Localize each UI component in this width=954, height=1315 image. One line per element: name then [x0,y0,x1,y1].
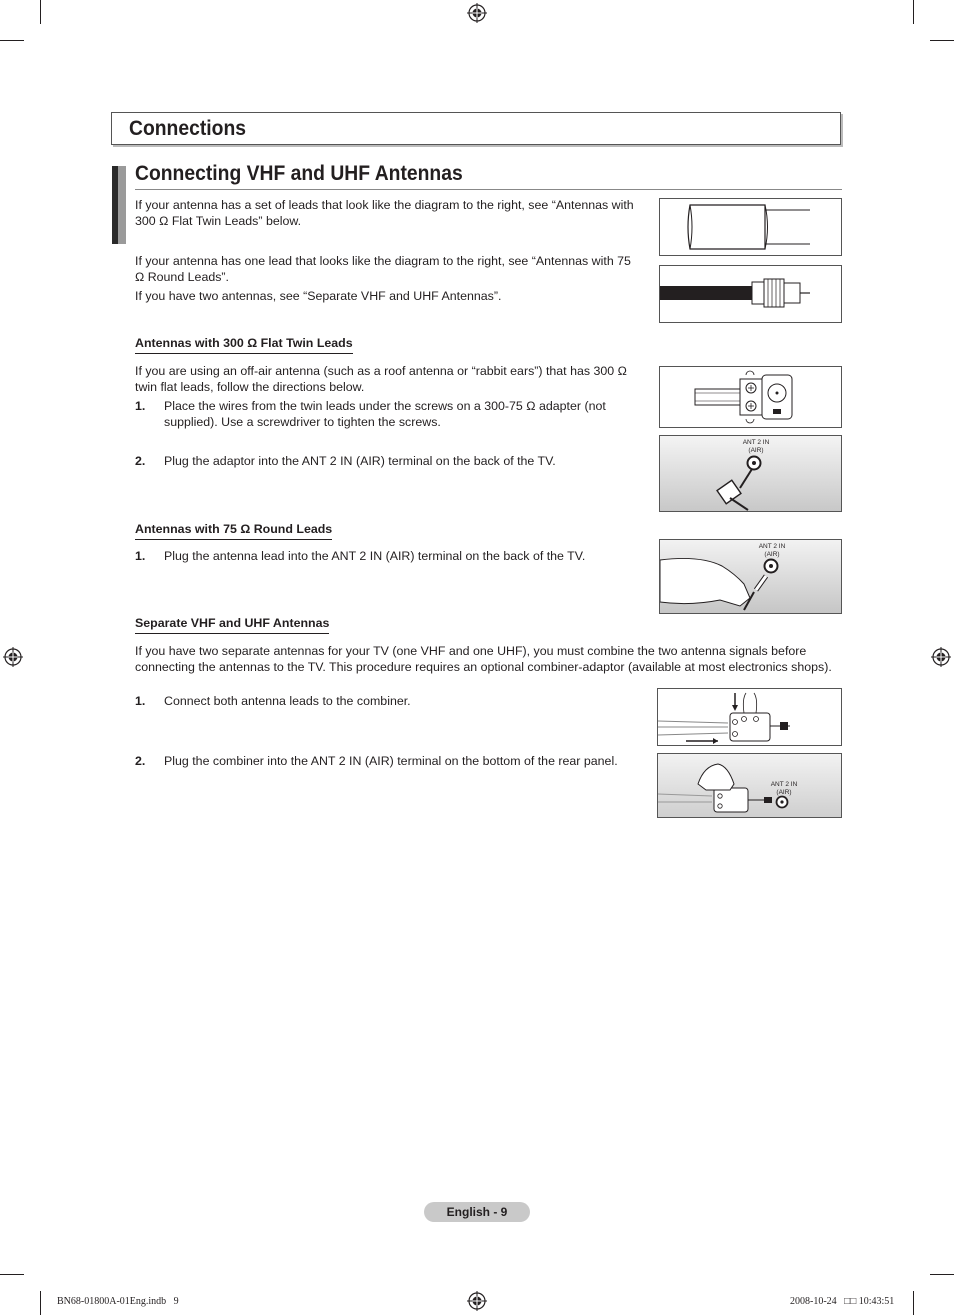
round-step-1: Plug the antenna lead into the ANT 2 IN (AIR) terminal on the back of the TV. [164,549,586,563]
flat-twin-step-2: Plug the adaptor into the ANT 2 IN (AIR) terminal on the back of the TV. [164,454,556,468]
flat-twin-lead-figure [659,198,842,256]
subsection-rule [135,189,842,190]
intro-paragraph-3: If you have two antennas, see “Separate VHF and UHF Antennas”. [135,289,502,303]
ant-in-air-label: (AIR) [764,551,780,558]
adapter-ant-in-figure [659,435,842,512]
step-number: 1. [135,399,146,413]
subsection-bar [112,166,126,244]
flat-twin-step-1: Place the wires from the twin leads under the screws on a 300-75 Ω adapter (not supplied). Use a screwdriver to tighten the screws. [164,399,606,429]
crop-mark [40,0,41,24]
separate-step-2: Plug the combiner into the ANT 2 IN (AIR) terminal on the bottom of the rear panel. [164,754,618,768]
separate-step-1: Connect both antenna leads to the combiner. [164,694,411,708]
intro-paragraph-1: If your antenna has a set of leads that look like the diagram to the right, see “Antennas with 300 Ω Flat Twin Leads” below. [135,198,634,228]
registration-mark-icon [467,1291,487,1311]
flat-twin-heading: Antennas with 300 Ω Flat Twin Leads [135,336,353,354]
crop-mark [913,0,914,24]
crop-mark [0,1274,24,1275]
page-number-badge: English - 9 [424,1202,530,1222]
round-lead-figure [659,265,842,323]
combiner-figure [657,688,842,746]
registration-mark-icon [931,647,951,667]
ant-in-label: ANT 2 IN [742,439,770,446]
crop-mark [930,40,954,41]
crop-mark [913,1291,914,1315]
ant-in-label: ANT 2 IN [770,781,798,788]
step-number: 1. [135,549,146,563]
crop-mark [0,40,24,41]
step-number: 2. [135,454,146,468]
separate-intro: If you have two separate antennas for your TV (one VHF and one UHF), you must combine the two antenna signals before connecting the antennas to the TV. This procedure requires an optional combiner-adaptor (available at most electronics shops). [135,644,832,674]
registration-mark-icon [467,3,487,23]
adapter-figure [659,366,842,428]
footer-timestamp: 2008-10-24 □□ 10:43:51 [790,1296,895,1307]
step-number: 2. [135,754,146,768]
ant-in-label: ANT 2 IN [758,543,786,550]
intro-paragraph-2: If your antenna has one lead that looks like the diagram to the right, see “Antennas with 75 Ω Round Leads”. [135,254,631,284]
crop-mark [40,1291,41,1315]
flat-twin-intro: If you are using an off-air antenna (such as a roof antenna or “rabbit ears”) that has 300 Ω twin flat leads, follow the directions below. [135,364,627,394]
step-number: 1. [135,694,146,708]
combiner-ant-in-figure [657,753,842,818]
ant-in-air-label: (AIR) [748,447,764,454]
section-title: Connections [129,117,246,140]
separate-heading: Separate VHF and UHF Antennas [135,616,329,634]
round-heading: Antennas with 75 Ω Round Leads [135,522,332,540]
round-lead-ant-in-figure [659,539,842,614]
crop-mark [930,1274,954,1275]
footer-file-info: BN68-01800A-01Eng.indb 9 [57,1296,179,1307]
ant-in-air-label: (AIR) [776,789,792,796]
registration-mark-icon [3,647,23,667]
subsection-title: Connecting VHF and UHF Antennas [135,162,463,185]
section-header [111,112,841,145]
